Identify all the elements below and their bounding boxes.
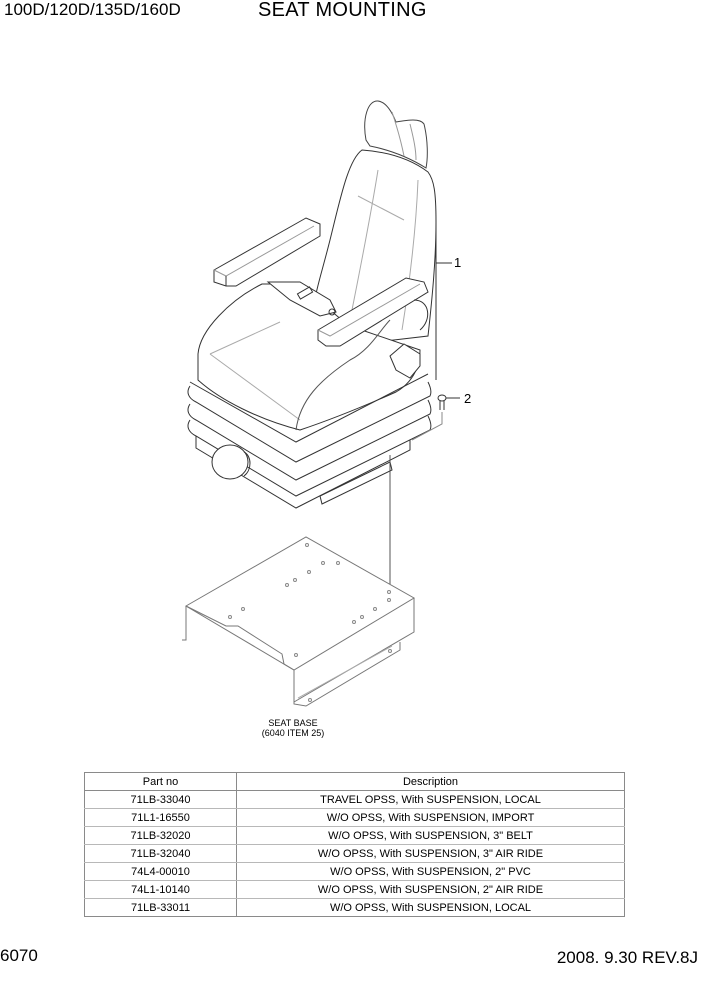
left-armrest	[214, 218, 320, 286]
description-cell: W/O OPSS, With SUSPENSION, LOCAL	[237, 899, 625, 917]
headrest	[365, 101, 428, 168]
table-row	[85, 827, 625, 845]
part-no-cell: 71LB-32040	[85, 845, 237, 863]
description-cell: W/O OPSS, With SUSPENSION, 2" PVC	[237, 863, 625, 881]
seat-base-label-line2: (6040 ITEM 25)	[261, 728, 325, 738]
page-number: 6070	[0, 946, 38, 965]
seat-base-label	[248, 718, 338, 738]
part-no-cell: 71LB-33011	[85, 899, 237, 917]
part-no-cell: 71LB-32020	[85, 827, 237, 845]
description-cell: W/O OPSS, With SUSPENSION, IMPORT	[237, 809, 625, 827]
table-row	[85, 863, 625, 881]
header-description: Description	[237, 773, 625, 791]
table-row	[85, 845, 625, 863]
table-header-row	[85, 773, 625, 791]
part-no-cell: 74L1-10140	[85, 881, 237, 899]
callout-2: 2	[464, 391, 472, 406]
seat-base	[182, 537, 414, 706]
table-row	[85, 899, 625, 917]
page-title: SEAT MOUNTING	[258, 0, 427, 21]
callout-1: 1	[454, 255, 462, 270]
table-row	[85, 809, 625, 827]
part-no-cell: 74L4-00010	[85, 863, 237, 881]
part-no-cell: 71L1-16550	[85, 809, 237, 827]
parts-table	[84, 772, 625, 917]
description-cell: W/O OPSS, With SUSPENSION, 3" AIR RIDE	[237, 845, 625, 863]
adjustment-knob	[212, 445, 250, 479]
description-cell: W/O OPSS, With SUSPENSION, 3" BELT	[237, 827, 625, 845]
table-row	[85, 881, 625, 899]
part-no-cell: 71LB-33040	[85, 791, 237, 809]
description-cell: W/O OPSS, With SUSPENSION, 2" AIR RIDE	[237, 881, 625, 899]
model-list: 100D/120D/135D/160D	[4, 0, 181, 19]
table-row	[85, 791, 625, 809]
seat-base-label-line1: SEAT BASE	[268, 718, 318, 728]
description-cell: TRAVEL OPSS, With SUSPENSION, LOCAL	[237, 791, 625, 809]
revision-date: 2008. 9.30 REV.8J	[556, 948, 698, 967]
header-part-no: Part no	[85, 773, 237, 791]
